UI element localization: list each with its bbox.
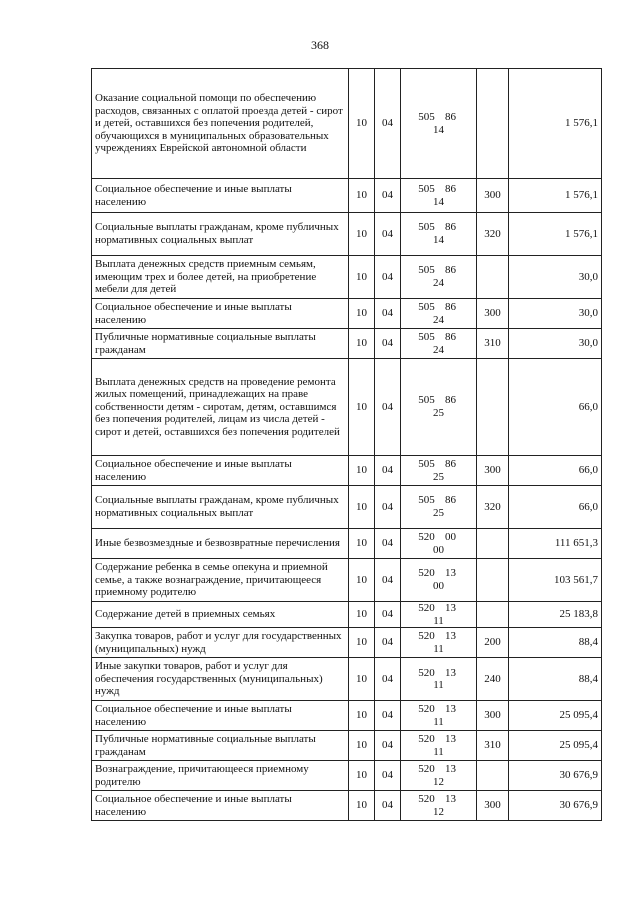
row-name-cell: Иные безвозмездные и безвозвратные перечисления <box>92 529 349 559</box>
row-name-cell: Публичные нормативные социальные выплаты гражданам <box>92 731 349 761</box>
target-article-code <box>404 667 473 692</box>
amount-cell: 1 576,1 <box>509 213 602 256</box>
amount-cell: 66,0 <box>509 359 602 456</box>
table-row <box>92 529 602 559</box>
target-article-part: 14 <box>433 234 444 246</box>
target-article-part: 520 <box>418 602 435 614</box>
section-code-cell: 10 <box>349 559 375 602</box>
subsection-code-cell: 04 <box>375 658 401 701</box>
page-number: 368 <box>311 38 329 52</box>
target-article-code <box>404 630 473 655</box>
row-name-cell: Содержание детей в приемных семьях <box>92 602 349 628</box>
section-code-cell: 10 <box>349 529 375 559</box>
expense-type-cell <box>477 69 509 179</box>
target-article-part: 505 <box>418 494 435 507</box>
subsection-code-cell: 04 <box>375 179 401 213</box>
amount-cell: 88,4 <box>509 658 602 701</box>
section-code-cell: 10 <box>349 329 375 359</box>
target-article-code <box>404 111 473 136</box>
target-article-code <box>404 264 473 289</box>
row-name-cell: Социальное обеспечение и иные выплаты населению <box>92 701 349 731</box>
amount-cell: 30 676,9 <box>509 761 602 791</box>
row-name-cell: Социальные выплаты гражданам, кроме публичных нормативных социальных выплат <box>92 486 349 529</box>
target-article-part: 520 <box>418 630 435 643</box>
target-article-part: 00 <box>445 530 456 543</box>
target-article-part: 520 <box>418 567 435 580</box>
target-article-part: 13 <box>445 763 456 776</box>
target-article-cell <box>401 602 477 628</box>
expense-type-cell: 300 <box>477 179 509 213</box>
expense-type-cell: 320 <box>477 486 509 529</box>
expense-type-cell <box>477 256 509 299</box>
target-article-part: 86 <box>445 494 456 507</box>
row-name-cell: Социальное обеспечение и иные выплаты населению <box>92 179 349 213</box>
target-article-cell <box>401 299 477 329</box>
target-article-part: 14 <box>433 195 444 208</box>
section-code-cell: 10 <box>349 761 375 791</box>
target-article-part: 505 <box>418 457 435 470</box>
section-code-cell: 10 <box>349 791 375 821</box>
target-article-part: 11 <box>433 614 444 627</box>
target-article-part: 520 <box>418 793 435 806</box>
target-article-part: 13 <box>445 630 456 643</box>
target-article-cell <box>401 761 477 791</box>
table-row <box>92 559 602 602</box>
amount-cell: 1 576,1 <box>509 69 602 179</box>
target-article-cell <box>401 701 477 731</box>
amount-cell: 25 183,8 <box>509 602 602 628</box>
amount-cell: 30,0 <box>509 256 602 299</box>
row-name-cell: Социальное обеспечение и иные выплаты населению <box>92 791 349 821</box>
section-code-cell: 10 <box>349 179 375 213</box>
subsection-code-cell: 04 <box>375 256 401 299</box>
amount-cell: 88,4 <box>509 628 602 658</box>
target-article-part: 12 <box>433 805 444 818</box>
table-row <box>92 179 602 213</box>
target-article-part: 505 <box>418 300 435 313</box>
table-row <box>92 658 602 701</box>
amount-cell: 103 561,7 <box>509 559 602 602</box>
target-article-part: 505 <box>418 264 435 277</box>
budget-table-body <box>92 69 602 821</box>
expense-type-cell: 310 <box>477 329 509 359</box>
target-article-code <box>404 793 473 818</box>
target-article-cell <box>401 256 477 299</box>
table-row <box>92 486 602 529</box>
table-row <box>92 299 602 329</box>
target-article-cell <box>401 329 477 359</box>
subsection-code-cell: 04 <box>375 529 401 559</box>
table-row <box>92 761 602 791</box>
table-row <box>92 791 602 821</box>
table-row <box>92 731 602 761</box>
target-article-part: 86 <box>445 457 456 470</box>
target-article-part: 25 <box>433 507 444 519</box>
expense-type-cell <box>477 602 509 628</box>
target-article-part: 505 <box>418 110 435 123</box>
target-article-part: 13 <box>445 703 456 716</box>
row-name-cell: Закупка товаров, работ и услуг для государственных (муниципальных) нужд <box>92 628 349 658</box>
subsection-code-cell: 04 <box>375 791 401 821</box>
section-code-cell: 10 <box>349 69 375 179</box>
expense-type-cell <box>477 559 509 602</box>
amount-cell: 30,0 <box>509 329 602 359</box>
budget-table <box>91 68 602 821</box>
target-article-part: 505 <box>418 394 435 407</box>
target-article-code <box>404 458 473 483</box>
target-article-cell <box>401 456 477 486</box>
table-row <box>92 329 602 359</box>
row-name-cell: Социальное обеспечение и иные выплаты населению <box>92 456 349 486</box>
target-article-part: 00 <box>433 580 444 592</box>
target-article-part: 11 <box>433 642 444 655</box>
subsection-code-cell: 04 <box>375 701 401 731</box>
amount-cell: 66,0 <box>509 456 602 486</box>
section-code-cell: 10 <box>349 658 375 701</box>
target-article-part: 13 <box>445 793 456 806</box>
target-article-part: 505 <box>418 330 435 343</box>
target-article-part: 505 <box>418 221 435 234</box>
table-row <box>92 628 602 658</box>
target-article-cell <box>401 658 477 701</box>
amount-cell: 111 651,3 <box>509 529 602 559</box>
target-article-part: 14 <box>433 123 444 136</box>
target-article-part: 00 <box>433 543 444 556</box>
table-row <box>92 213 602 256</box>
expense-type-cell: 300 <box>477 791 509 821</box>
target-article-code <box>404 331 473 356</box>
expense-type-cell: 240 <box>477 658 509 701</box>
row-name-cell: Вознаграждение, причитающееся приемному родителю <box>92 761 349 791</box>
target-article-code <box>404 531 473 556</box>
row-name-cell: Социальные выплаты гражданам, кроме публичных нормативных социальных выплат <box>92 213 349 256</box>
amount-cell: 30,0 <box>509 299 602 329</box>
target-article-cell <box>401 179 477 213</box>
target-article-cell <box>401 628 477 658</box>
target-article-code <box>404 394 473 419</box>
target-article-part: 520 <box>418 703 435 716</box>
target-article-part: 24 <box>433 343 444 356</box>
target-article-part: 520 <box>418 733 435 746</box>
subsection-code-cell: 04 <box>375 602 401 628</box>
target-article-part: 25 <box>433 407 444 419</box>
section-code-cell: 10 <box>349 486 375 529</box>
amount-cell: 1 576,1 <box>509 179 602 213</box>
subsection-code-cell: 04 <box>375 486 401 529</box>
section-code-cell: 10 <box>349 628 375 658</box>
subsection-code-cell: 04 <box>375 761 401 791</box>
target-article-code <box>404 301 473 326</box>
target-article-code <box>404 703 473 728</box>
table-row <box>92 701 602 731</box>
row-name-cell: Содержание ребенка в семье опекуна и приемной семье, а также вознаграждение, причитающееся приемному родителю <box>92 559 349 602</box>
subsection-code-cell: 04 <box>375 69 401 179</box>
target-article-cell <box>401 559 477 602</box>
target-article-part: 12 <box>433 775 444 788</box>
table-row <box>92 69 602 179</box>
target-article-part: 86 <box>445 330 456 343</box>
expense-type-cell <box>477 529 509 559</box>
target-article-part: 24 <box>433 277 444 289</box>
table-row <box>92 256 602 299</box>
target-article-cell <box>401 69 477 179</box>
target-article-part: 86 <box>445 182 456 195</box>
target-article-part: 13 <box>445 602 456 614</box>
expense-type-cell: 300 <box>477 701 509 731</box>
amount-cell: 25 095,4 <box>509 731 602 761</box>
row-name-cell: Оказание социальной помощи по обеспечению расходов, связанных с оплатой проезда детей - сирот и детей, оставшихся без попечения родителей, обучающихся в муниципальных образовательных учреждениях Еврейской автономной области <box>92 69 349 179</box>
subsection-code-cell: 04 <box>375 731 401 761</box>
expense-type-cell: 300 <box>477 299 509 329</box>
target-article-cell <box>401 529 477 559</box>
target-article-part: 86 <box>445 394 456 407</box>
subsection-code-cell: 04 <box>375 628 401 658</box>
target-article-code <box>404 494 473 519</box>
target-article-part: 86 <box>445 221 456 234</box>
expense-type-cell: 310 <box>477 731 509 761</box>
section-code-cell: 10 <box>349 299 375 329</box>
section-code-cell: 10 <box>349 456 375 486</box>
target-article-part: 520 <box>418 530 435 543</box>
target-article-code <box>404 602 473 627</box>
target-article-cell <box>401 731 477 761</box>
table-row <box>92 602 602 628</box>
target-article-part: 13 <box>445 666 456 679</box>
target-article-cell <box>401 213 477 256</box>
section-code-cell: 10 <box>349 213 375 256</box>
target-article-part: 86 <box>445 300 456 313</box>
subsection-code-cell: 04 <box>375 559 401 602</box>
amount-cell: 30 676,9 <box>509 791 602 821</box>
section-code-cell: 10 <box>349 701 375 731</box>
table-row <box>92 359 602 456</box>
target-article-code <box>404 733 473 758</box>
subsection-code-cell: 04 <box>375 299 401 329</box>
target-article-code <box>404 567 473 592</box>
section-code-cell: 10 <box>349 602 375 628</box>
section-code-cell: 10 <box>349 256 375 299</box>
expense-type-cell: 300 <box>477 456 509 486</box>
section-code-cell: 10 <box>349 731 375 761</box>
row-name-cell: Выплата денежных средств на проведение ремонта жилых помещений, принадлежащих на праве собственности детям - сиротам, детям, оставшимся без попечения родителей, лицам из числа детей - сирот и детей, оставшихся без попечения родителей <box>92 359 349 456</box>
row-name-cell: Публичные нормативные социальные выплаты гражданам <box>92 329 349 359</box>
expense-type-cell <box>477 359 509 456</box>
subsection-code-cell: 04 <box>375 213 401 256</box>
target-article-part: 13 <box>445 567 456 580</box>
table-row <box>92 456 602 486</box>
subsection-code-cell: 04 <box>375 329 401 359</box>
row-name-cell: Иные закупки товаров, работ и услуг для обеспечения государственных (муниципальных) нужд <box>92 658 349 701</box>
target-article-code <box>404 221 473 246</box>
expense-type-cell: 200 <box>477 628 509 658</box>
target-article-code <box>404 183 473 208</box>
target-article-part: 13 <box>445 733 456 746</box>
target-article-part: 24 <box>433 313 444 326</box>
target-article-cell <box>401 791 477 821</box>
target-article-code <box>404 763 473 788</box>
target-article-part: 505 <box>418 182 435 195</box>
subsection-code-cell: 04 <box>375 456 401 486</box>
row-name-cell: Выплата денежных средств приемным семьям, имеющим трех и более детей, на приобретение мебели для детей <box>92 256 349 299</box>
amount-cell: 25 095,4 <box>509 701 602 731</box>
target-article-part: 86 <box>445 264 456 277</box>
section-code-cell: 10 <box>349 359 375 456</box>
target-article-part: 520 <box>418 666 435 679</box>
target-article-part: 11 <box>433 679 444 692</box>
target-article-part: 11 <box>433 745 444 758</box>
target-article-part: 86 <box>445 110 456 123</box>
expense-type-cell <box>477 761 509 791</box>
target-article-cell <box>401 486 477 529</box>
subsection-code-cell: 04 <box>375 359 401 456</box>
target-article-cell <box>401 359 477 456</box>
target-article-part: 25 <box>433 470 444 483</box>
target-article-part: 11 <box>433 715 444 728</box>
amount-cell: 66,0 <box>509 486 602 529</box>
row-name-cell: Социальное обеспечение и иные выплаты населению <box>92 299 349 329</box>
expense-type-cell: 320 <box>477 213 509 256</box>
target-article-part: 520 <box>418 763 435 776</box>
